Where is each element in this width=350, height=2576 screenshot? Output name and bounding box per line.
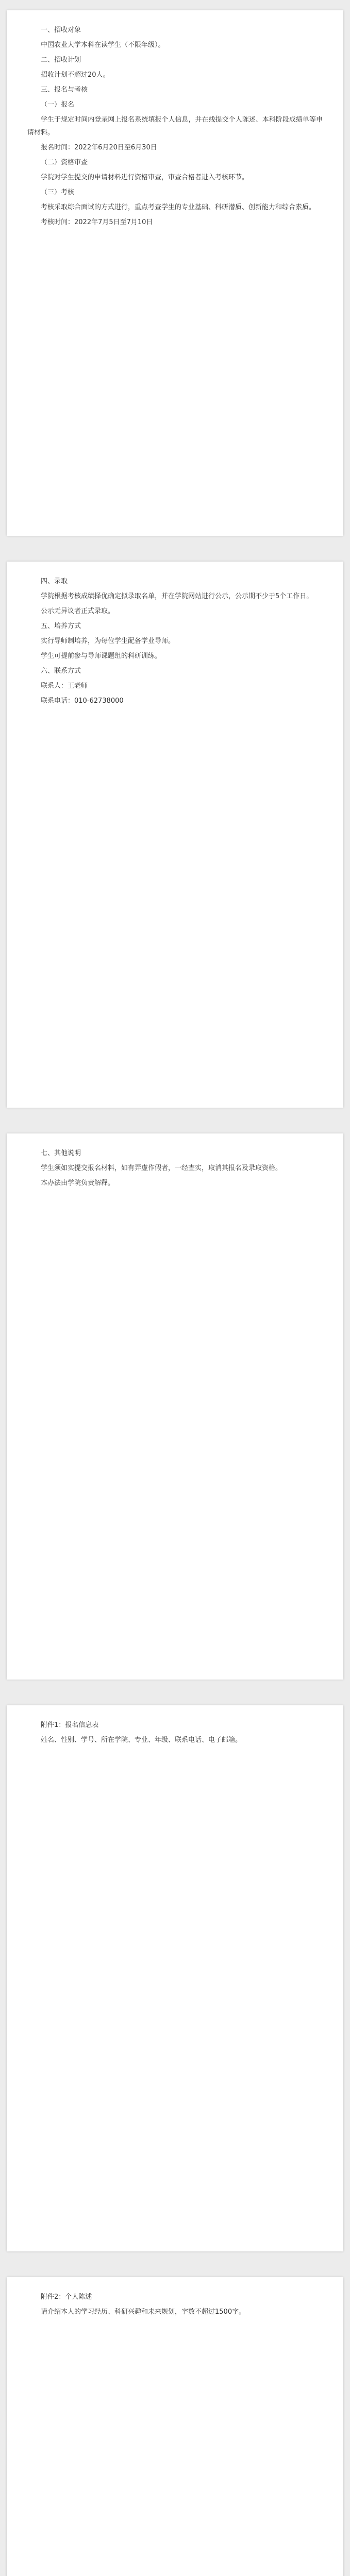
paragraph: 实行导师制培养，为每位学生配备学业导师。	[41, 637, 175, 645]
paragraph: 学生须如实提交报名材料，如有弄虚作假者，一经查实，取消其报名及录取资格。	[41, 1164, 282, 1172]
paragraph: 一、招收对象	[41, 26, 81, 34]
paragraph: 四、录取	[41, 578, 68, 585]
document-page-1	[7, 10, 343, 536]
paragraph: 中国农业大学本科在读学生（不限年级）。	[41, 41, 165, 49]
paragraph: 五、培养方式	[41, 622, 81, 630]
paragraph: 六、联系方式	[41, 667, 81, 675]
paragraph: 学生可提前参与导师课题组的科研训练。	[41, 652, 162, 660]
paragraph: 联系人：王老师	[41, 682, 88, 690]
paragraph: 二、招收计划	[41, 56, 81, 64]
paragraph: （二）资格审查	[41, 159, 88, 166]
paragraph: 姓名、性别、学号、所在学院、专业、年级、联系电话、电子邮箱。	[41, 1736, 242, 1744]
paragraph: （三）考核	[41, 189, 75, 196]
document-page-4	[7, 1705, 343, 2251]
paragraph: 学生于规定时间内登录网上报名系统填报个人信息，并在线提交个人陈述、本科阶段成绩单等申请材料。	[27, 116, 323, 137]
paragraph: 考核采取综合面试的方式进行，重点考查学生的专业基础、科研潜质、创新能力和综合素质。	[41, 204, 316, 211]
paragraph: （一）报名	[41, 101, 75, 109]
paragraph: 招收计划不超过20人。	[41, 71, 110, 79]
paragraph: 报名时间：2022年6月20日至6月30日	[41, 144, 157, 151]
document-page-2	[7, 562, 343, 1108]
paragraph: 学院对学生提交的申请材料进行资格审查，审查合格者进入考核环节。	[41, 174, 249, 181]
paragraph: 本办法由学院负责解释。	[41, 1179, 115, 1187]
paragraph: 公示无异议者正式录取。	[41, 607, 115, 615]
paragraph: 联系电话：010-62738000	[41, 697, 124, 705]
paragraph: 附件1：报名信息表	[41, 1721, 99, 1729]
paragraph: 三、报名与考核	[41, 86, 88, 94]
paragraph: 学院根据考核成绩择优确定拟录取名单，并在学院网站进行公示，公示期不少于5个工作日。	[41, 592, 313, 600]
paragraph: 七、其他说明	[41, 1149, 81, 1157]
document-page-3	[7, 1133, 343, 1680]
paragraph: 请介绍本人的学习经历、科研兴趣和未来规划，字数不超过1500字。	[41, 2308, 246, 2316]
paragraph: 附件2：个人陈述	[41, 2293, 92, 2301]
document-page-5	[7, 2277, 343, 2576]
paragraph: 考核时间：2022年7月5日至7月10日	[41, 218, 153, 226]
